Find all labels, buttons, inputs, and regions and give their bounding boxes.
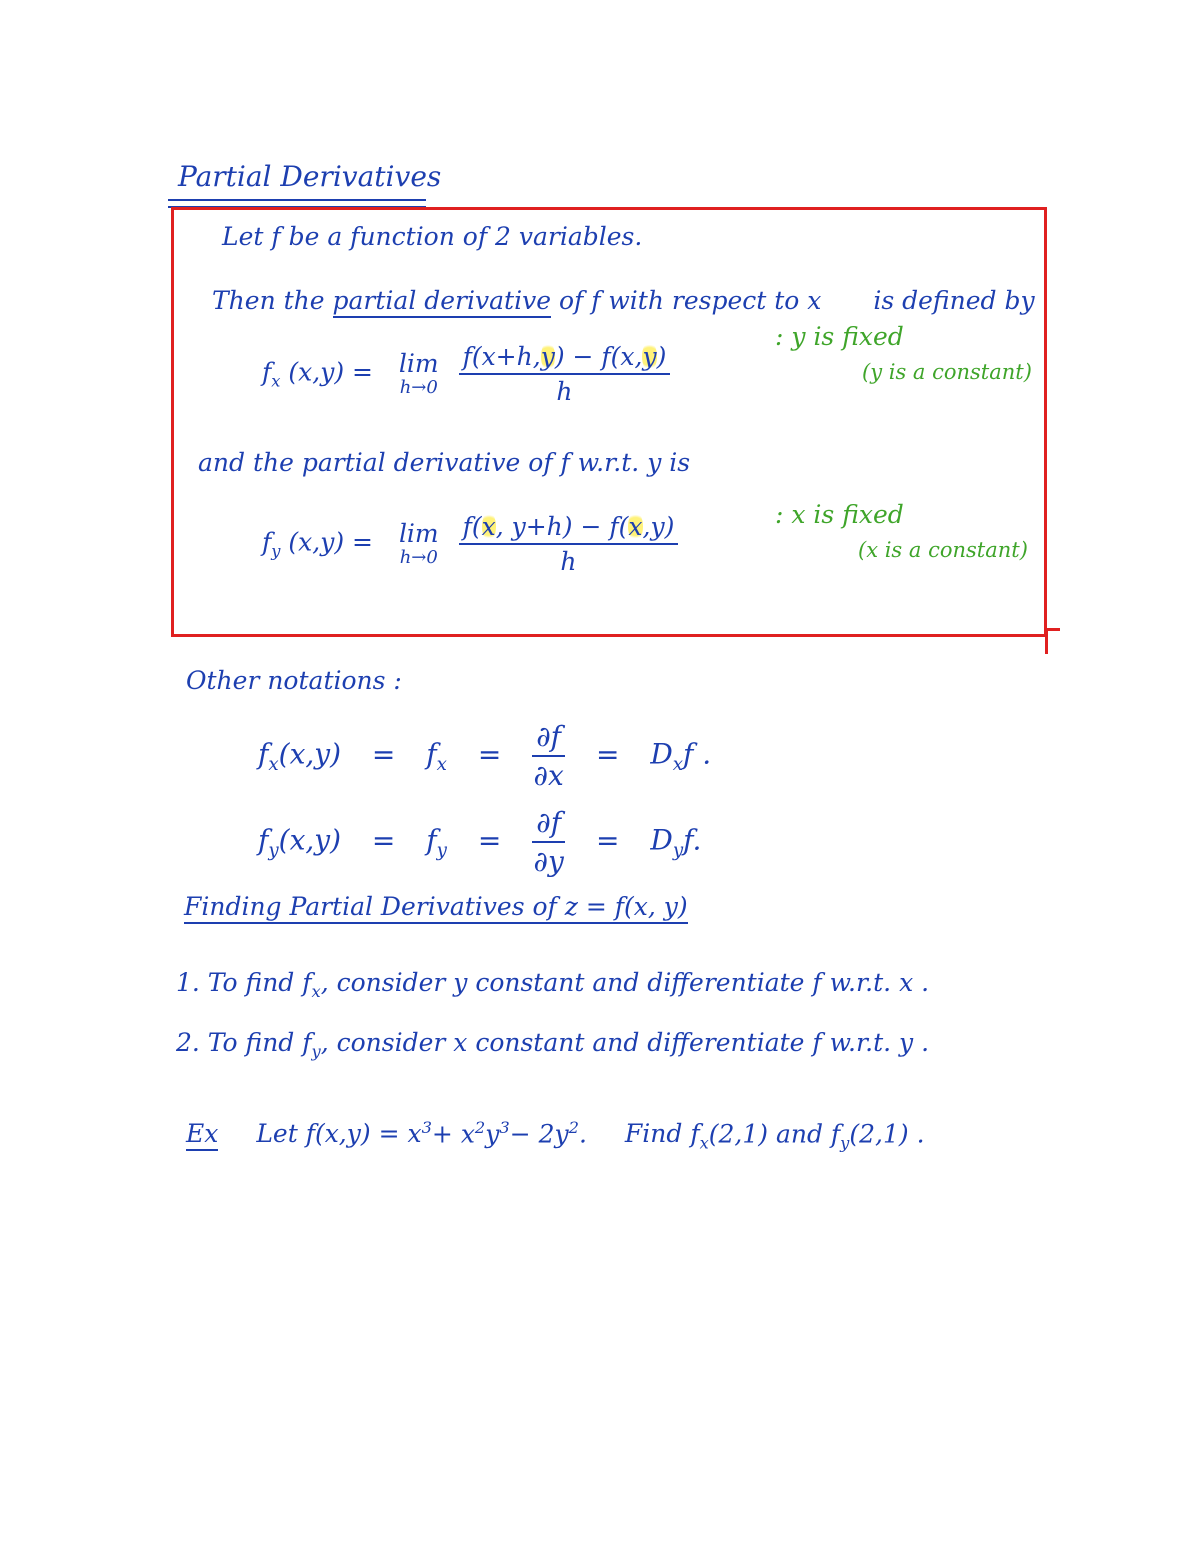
fy-note: : x is fixed	[775, 500, 904, 529]
fy-definition: $f_y$ (x,y) = lim h→0 $\frac{f(x, y+h) - f(x,y)}{h}$	[262, 512, 678, 576]
box-edge-extension	[1044, 628, 1060, 631]
limit-operator: lim h→0	[398, 519, 439, 568]
highlight-y: y	[540, 342, 555, 371]
example-label: Ex	[186, 1119, 218, 1151]
leibniz-fraction-x: $\frac{\partial f}{\partial x}$	[533, 720, 564, 792]
box-edge-extension	[1045, 628, 1048, 654]
page-title: Partial Derivatives	[178, 160, 442, 193]
limit-operator: lim h→0	[398, 349, 439, 398]
title-underline-1	[168, 199, 426, 201]
notation-row-x: $f_x(x,y) = f_x$ = $\frac{\partial f}{\partial x}$ = $D_xf$ .	[258, 720, 712, 792]
leibniz-fraction-y: $\frac{\partial f}{\partial y}$	[533, 806, 564, 878]
highlight-x: x	[628, 512, 643, 541]
finding-heading: Finding Partial Derivatives of z = f(x, y)	[184, 892, 688, 921]
notations-heading: Other notations :	[186, 666, 402, 695]
fy-note-constant: (x is a constant)	[858, 538, 1028, 562]
difference-quotient-x: $\frac{f(x+h,y) - f(x,y)}{h}$	[459, 342, 671, 406]
notation-row-y: $f_y(x,y) = f_y$ = $\frac{\partial f}{\partial y}$ = $D_yf$.	[258, 806, 702, 878]
step-1: 1. To find $f_x$, consider y constant and differentiate f w.r.t. x .	[176, 968, 930, 1001]
highlight-y: y	[642, 342, 657, 371]
definition-line-3: and the partial derivative of f w.r.t. y is	[198, 448, 691, 477]
step-2: 2. To find $f_y$, consider x constant and differentiate f w.r.t. y .	[176, 1028, 930, 1061]
highlight-x: x	[481, 512, 496, 541]
partial-derivative-term: partial derivative	[333, 286, 551, 318]
difference-quotient-y: $\frac{f(x, y+h) - f(x,y)}{h}$	[459, 512, 679, 576]
example-line: Ex Let $f(x,y) = x^3+ x^2y^3- 2y^2$. Find $f_x(2,1)$ and $f_y(2,1)$ .	[186, 1118, 925, 1153]
fx-note-constant: (y is a constant)	[862, 360, 1032, 384]
definition-line-2: Then the partial derivative of f with respect to x is defined by	[212, 286, 1035, 315]
fx-note: : y is fixed	[775, 322, 904, 351]
fx-definition: $f_x$ (x,y) = lim h→0 $\frac{f(x+h,y) - f(x,y)}{h}$	[262, 342, 670, 406]
definition-line-1: Let f be a function of 2 variables.	[222, 222, 643, 251]
